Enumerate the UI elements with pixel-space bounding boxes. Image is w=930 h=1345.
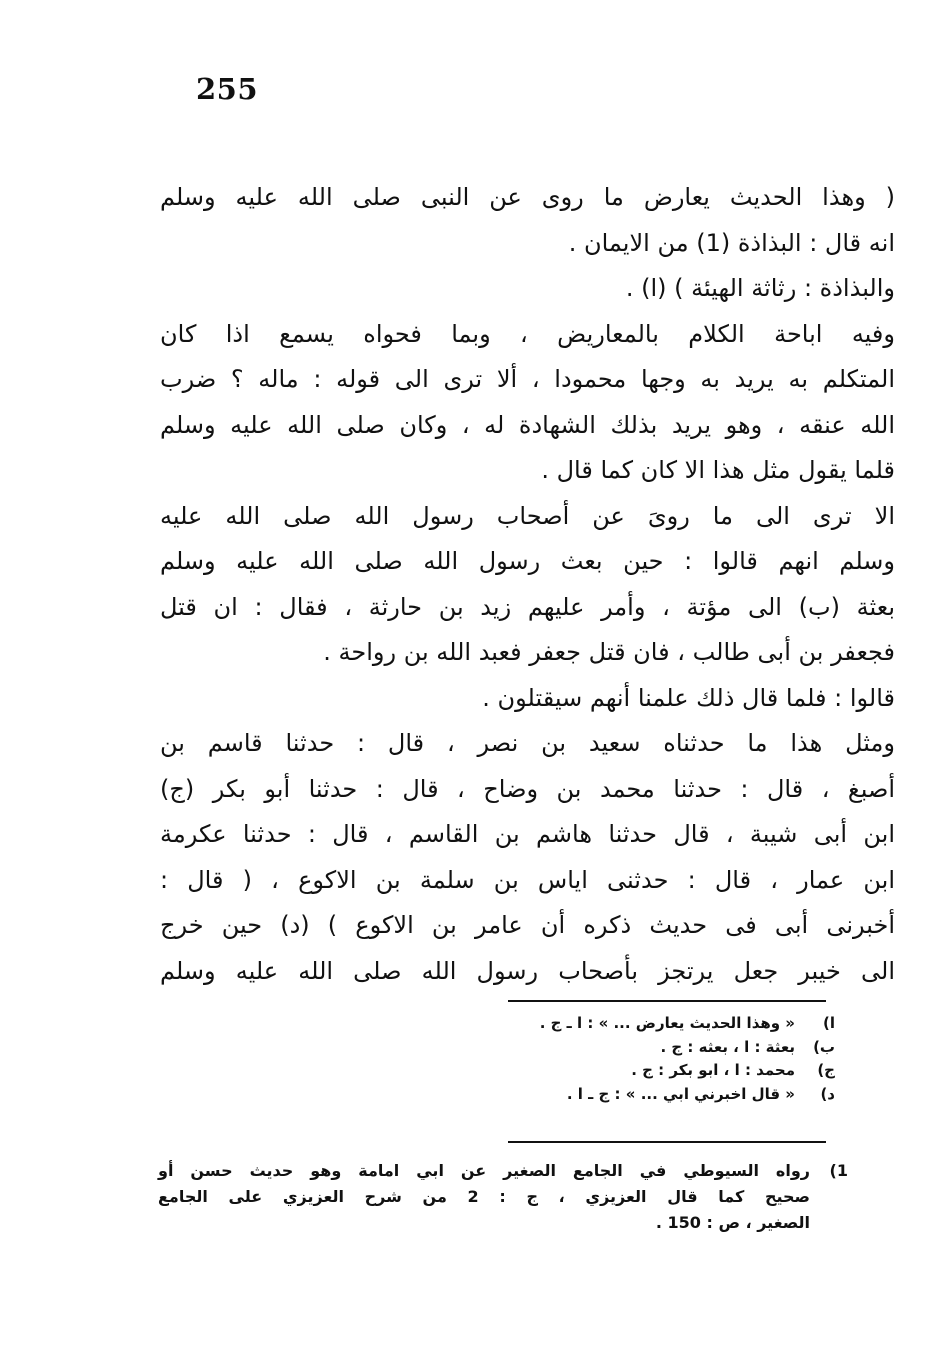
page-number: 255 [196, 72, 259, 106]
text-line: ابن عمار ، قال : حدثنى اياس بن سلمة بن الاكوع ، ( قال : [160, 865, 895, 894]
text-line: قلما يقول مثل هذا الا كان كما قال . [541, 456, 895, 484]
text-line: أصبغ ، قال : حدثنا محمد بن وضاح ، قال : حدثنا أبو بكر (ج) [160, 774, 895, 803]
text-line: انه قال : البذاذة (1) من الايمان . [568, 228, 895, 257]
text-line: الله عنقه ، وهو يريد بذلك الشهادة له ، وكان صلى الله عليه وسلم [160, 410, 895, 439]
variant-note-text: بعثة : ا ، بعثه : ج . [660, 1037, 795, 1056]
footnote-number: 1) [829, 1161, 848, 1180]
variant-note-key: د) [820, 1084, 835, 1103]
text-line: ابن أبى شيبة ، قال حدثنا هاشم بن القاسم ، قال : حدثنا عكرمة [160, 820, 895, 848]
footnote-line: صحيح كما قال العزيزي ، ج : 2 من شرح العزيزي على الجامع [158, 1187, 811, 1206]
text-line: المتكلم به يريد به وجها محمودا ، ألا ترى الى قوله : ماله ؟ ضرب [160, 365, 895, 393]
footnote [158, 1158, 848, 1236]
footnote-text [158, 1158, 810, 1236]
variant-note-key: ا) [823, 1014, 835, 1032]
footnote-line: الصغير ، ص : 150 . [655, 1213, 810, 1232]
footnote-line: رواه السيوطي في الجامع الصغير عن ابي امامة وهو حديث حسن أو [158, 1161, 810, 1180]
variant-note-text: « وهذا الحديث يعارض ... » : ا ـ ج . [539, 1014, 795, 1032]
variant-note [370, 1083, 835, 1107]
variant-note-key: ج) [817, 1061, 835, 1079]
variant-note [370, 1012, 835, 1036]
variant-note-text: « قال اخبرني ابي ... » : ج ـ ا . [566, 1084, 795, 1103]
variant-note [370, 1036, 835, 1060]
variant-note-key: ب) [813, 1037, 835, 1056]
text-line: والبذاذة : رثاثة الهيئة ) (ا) . [625, 274, 895, 302]
text-line: وسلم انهم قالوا : حين بعث رسول الله صلى الله عليه وسلم [160, 547, 895, 575]
text-line: بعثة (ب) الى مؤتة ، وأمر عليهم زيد بن حارثة ، فقال : ان قتل [160, 592, 895, 621]
text-line: أخبرنى أبى فى حديث ذكره أن عامر بن الاكوع ) (د) حين خرج [160, 911, 895, 939]
text-line: قالوا : فلما قال ذلك علمنا أنهم سيقتلون . [482, 683, 895, 712]
text-line: الا ترى الى ما روىَ عن أصحاب رسول الله صلى الله عليه [160, 501, 895, 530]
main-text [160, 175, 895, 994]
text-line: الى خيبر جعل يرتجز بأصحاب رسول الله صلى الله عليه وسلم [160, 956, 895, 985]
variant-notes [370, 1012, 835, 1106]
text-line: وفيه اباحة الكلام بالمعاريض ، وبما فحواه يسمع اذا كان [160, 319, 895, 348]
notes-divider [508, 1000, 826, 1002]
text-line: ومثل هذا ما حدثناه سعيد بن نصر ، قال : حدثنا قاسم بن [160, 729, 895, 757]
footnote-divider [508, 1141, 826, 1143]
variant-note-text: محمد : ا ، ابو بكر : ج . [631, 1061, 795, 1079]
variant-note [370, 1059, 835, 1083]
text-line: ( وهذا الحديث يعارض ما روى عن النبى صلى الله عليه وسلم [160, 183, 895, 211]
text-line: فجعفر بن أبى طالب ، فان قتل جعفر فعبد الله بن رواحة . [323, 638, 895, 666]
